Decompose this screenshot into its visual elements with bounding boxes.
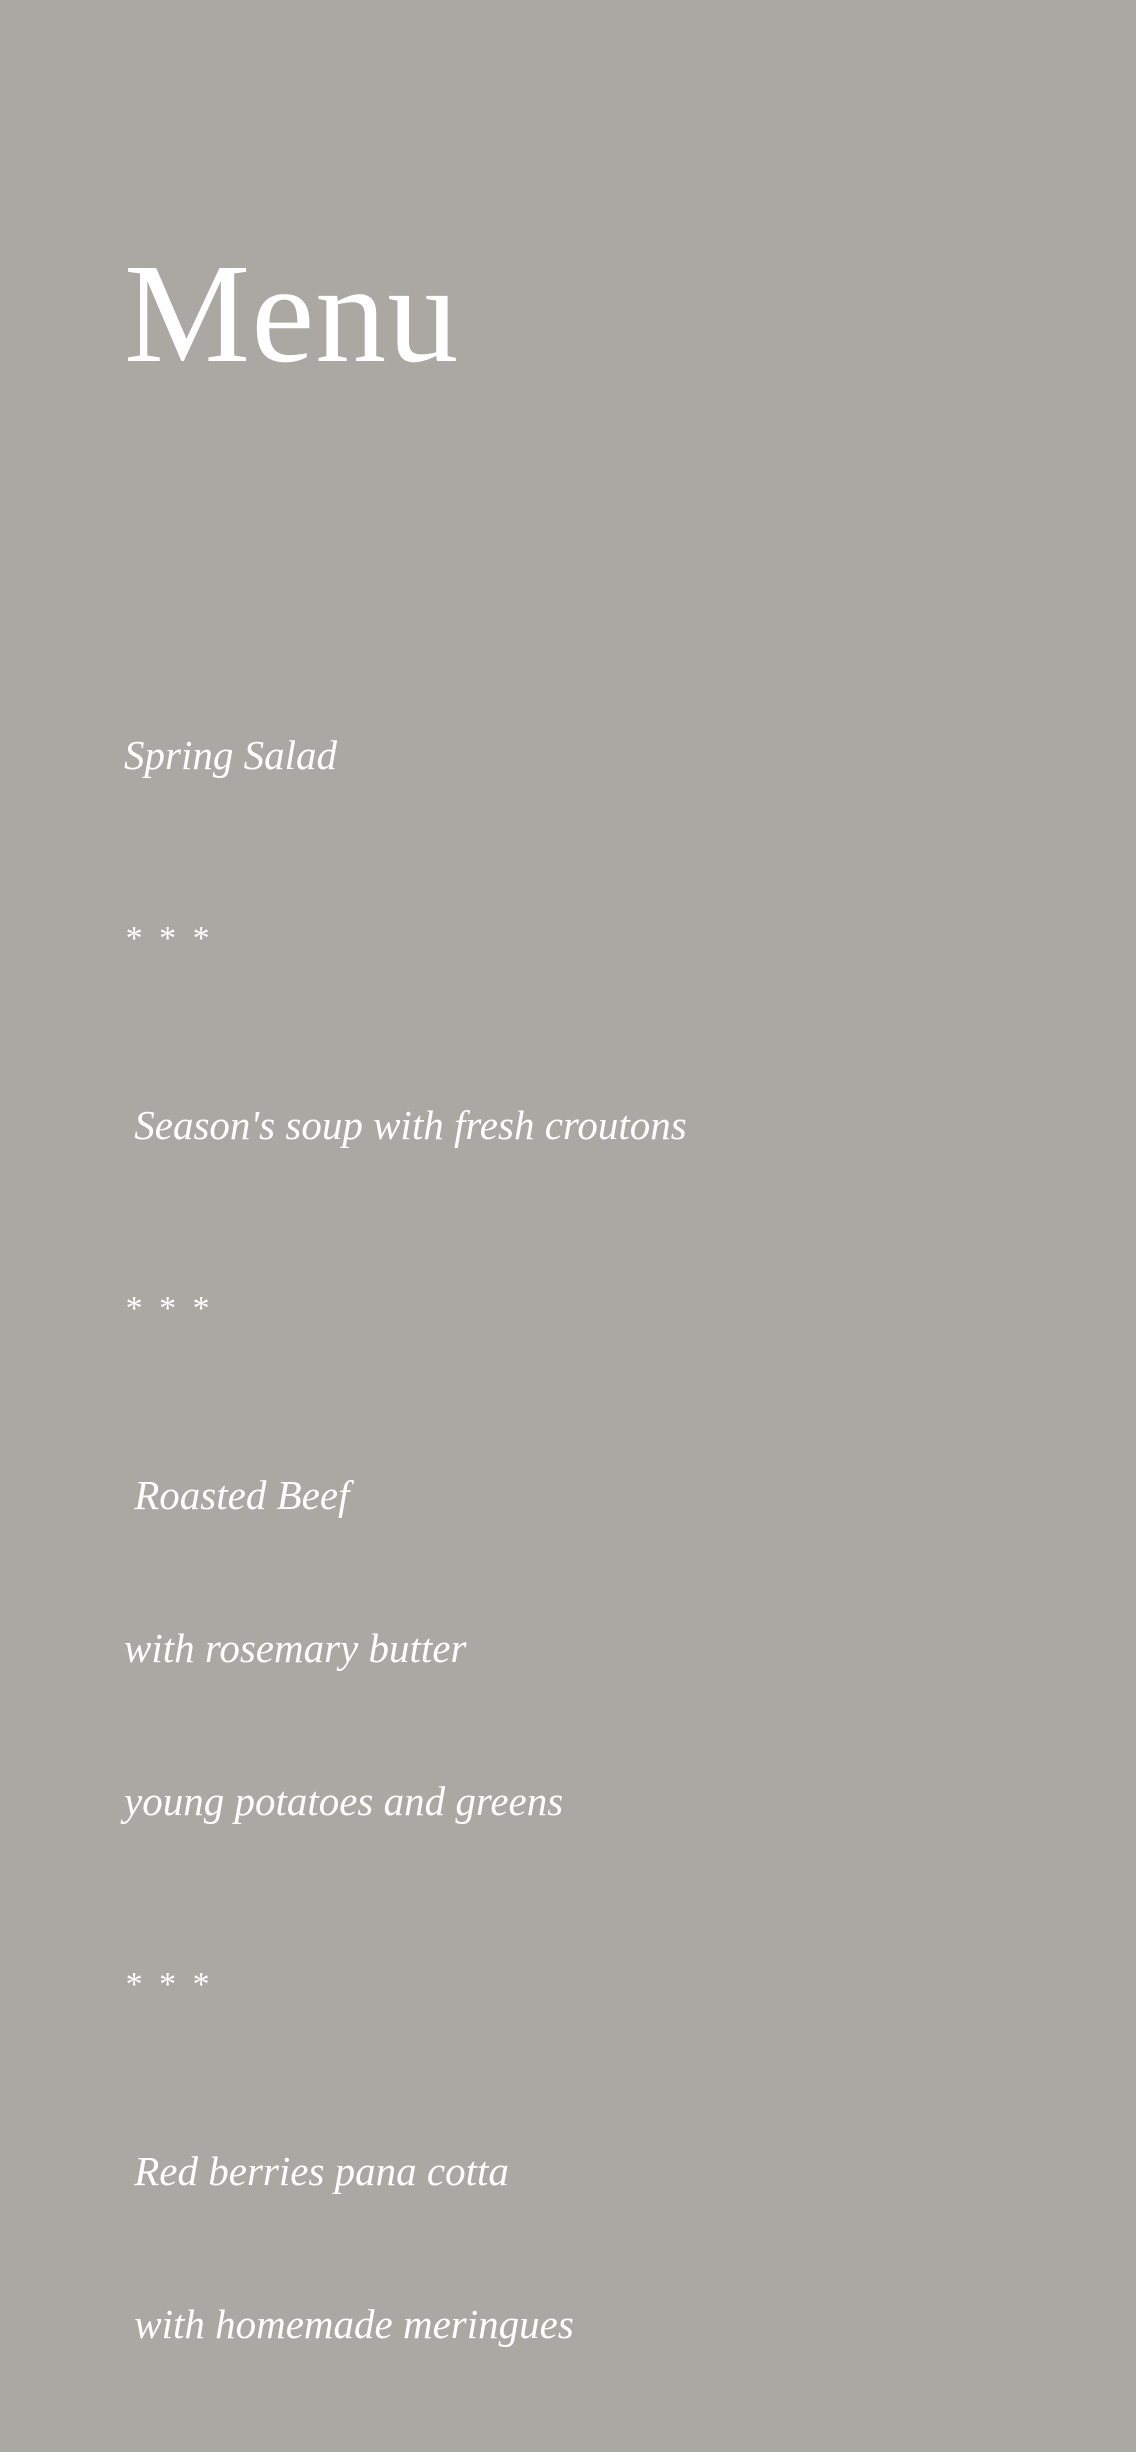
- course-separator: * * *: [124, 920, 212, 957]
- course-list: [124, 628, 1024, 2452]
- course-line: Season's soup with fresh croutons: [124, 1102, 687, 1148]
- course-soup: [124, 998, 1024, 1253]
- course-separator: * * *: [124, 1966, 212, 2003]
- course-line: young potatoes and greens: [124, 1778, 564, 1824]
- course-separator: * * *: [124, 1290, 212, 1327]
- course-line: Roasted Beef: [124, 1472, 350, 1518]
- menu-title: Menu: [124, 234, 460, 392]
- course-line: with homemade meringues: [124, 2301, 574, 2347]
- course-line: Spring Salad: [124, 732, 337, 778]
- course-starter: [124, 628, 1024, 883]
- course-main: [124, 1368, 1024, 1929]
- course-line: with rosemary butter: [124, 1625, 467, 1671]
- course-line: Red berries pana cotta: [124, 2148, 509, 2194]
- course-dessert: [124, 2044, 1024, 2452]
